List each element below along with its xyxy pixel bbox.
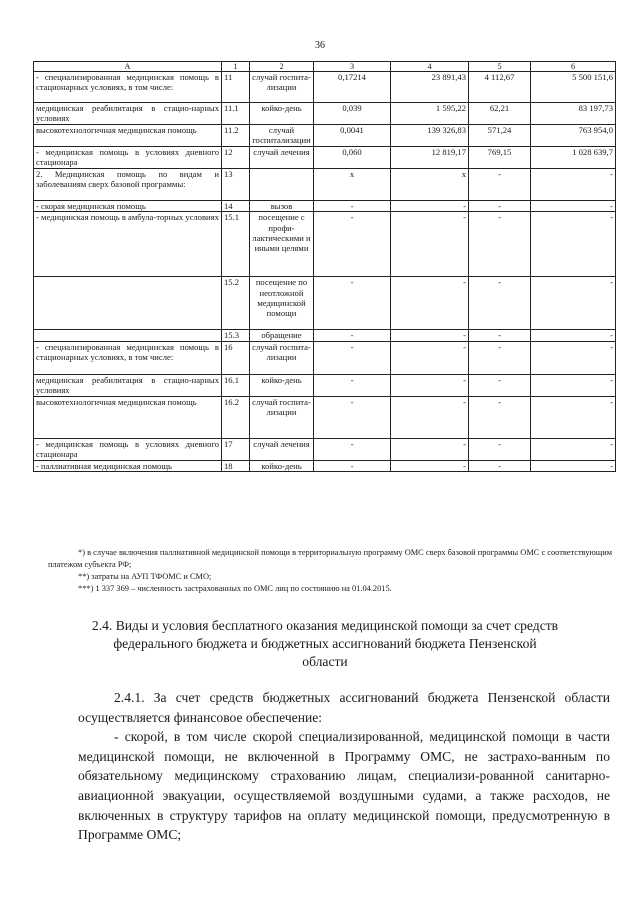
value-cell: - <box>391 212 469 277</box>
value-cell: - <box>314 201 391 212</box>
value-cell: х <box>314 169 391 201</box>
row-number: 18 <box>222 460 250 471</box>
table-row <box>34 396 616 438</box>
value-cell: - <box>531 374 616 396</box>
table-row <box>34 460 616 471</box>
header-cell: 6 <box>531 62 616 72</box>
table-row <box>34 147 616 169</box>
value-cell: - <box>531 277 616 330</box>
row-label: 2. Медицинская помощь по видам и заболеваниям сверх базовой программы: <box>34 169 222 201</box>
tariff-table <box>33 61 616 472</box>
header-cell: А <box>34 62 222 72</box>
row-number: 12 <box>222 147 250 169</box>
value-cell: - <box>314 212 391 277</box>
row-label: - медицинская помощь в амбула-торных условиях <box>34 212 222 277</box>
unit-of-measure: случай лечения <box>250 147 314 169</box>
value-cell: - <box>469 374 531 396</box>
table-row <box>34 341 616 374</box>
row-label: - скорая медицинская помощь <box>34 201 222 212</box>
value-cell: - <box>391 277 469 330</box>
value-cell: 769,15 <box>469 147 531 169</box>
row-number: 15.2 <box>222 277 250 330</box>
unit-of-measure: койко-день <box>250 374 314 396</box>
value-cell: 5 500 151,6 <box>531 72 616 103</box>
body-text <box>78 688 610 845</box>
value-cell: - <box>531 201 616 212</box>
table-row <box>34 438 616 460</box>
value-cell: - <box>531 341 616 374</box>
value-cell: - <box>469 396 531 438</box>
value-cell: - <box>531 396 616 438</box>
row-label: - медицинская помощь в условиях дневного стационара <box>34 438 222 460</box>
value-cell: 0,17214 <box>314 72 391 103</box>
unit-of-measure: посещение по неотложной медицинской помощи <box>250 277 314 330</box>
row-label <box>34 277 222 330</box>
value-cell: - <box>469 169 531 201</box>
row-number: 15.3 <box>222 330 250 341</box>
value-cell: - <box>531 438 616 460</box>
row-number: 15.1 <box>222 212 250 277</box>
footnote: *) в случае включения паллиативной медицинской помощи в территориальную программу ОМС сверх базовой программы ОМС с соответствующим платежом субъекта РФ; <box>48 548 613 569</box>
row-label: - специализированная медицинская помощь в стационарных условиях, в том числе: <box>34 72 222 103</box>
value-cell: - <box>391 201 469 212</box>
row-label: - паллиативная медицинская помощь <box>34 460 222 471</box>
value-cell: - <box>314 330 391 341</box>
value-cell: - <box>314 460 391 471</box>
header-cell: 1 <box>222 62 250 72</box>
row-number: 11.2 <box>222 125 250 147</box>
value-cell: 1 028 639,7 <box>531 147 616 169</box>
value-cell: 0,060 <box>314 147 391 169</box>
value-cell: 62,21 <box>469 103 531 125</box>
value-cell: 1 595,22 <box>391 103 469 125</box>
value-cell: 4 112,67 <box>469 72 531 103</box>
footnote: ***) 1 337 369 – численность застрахованных по ОМС лиц по состоянию на 01.04.2015. <box>78 584 392 593</box>
value-cell: - <box>391 438 469 460</box>
value-cell: 571,24 <box>469 125 531 147</box>
page-number: 36 <box>315 40 325 51</box>
value-cell: - <box>531 169 616 201</box>
footnotes <box>48 547 618 595</box>
value-cell: - <box>469 460 531 471</box>
table-row <box>34 72 616 103</box>
unit-of-measure: посещение с профи-лактическими и иными целями <box>250 212 314 277</box>
header-cell: 5 <box>469 62 531 72</box>
row-label: медицинская реабилитация в стацио-нарных условиях <box>34 103 222 125</box>
table-row <box>34 374 616 396</box>
value-cell: - <box>391 396 469 438</box>
row-number: 17 <box>222 438 250 460</box>
row-label: высокотехнологичная медицинская помощь <box>34 125 222 147</box>
row-number: 16.1 <box>222 374 250 396</box>
table-header-row <box>34 62 616 72</box>
unit-of-measure: случай госпитализации <box>250 125 314 147</box>
value-cell: - <box>469 341 531 374</box>
paragraph: 2.4.1. За счет средств бюджетных ассигнований бюджета Пензенской области осуществляется финансовое обеспечение: <box>78 690 610 725</box>
table-row <box>34 330 616 341</box>
row-number: 14 <box>222 201 250 212</box>
section-heading: 2.4. Виды и условия бесплатного оказания медицинской помощи за счет средств федерального бюджета и бюджетных ассигнований бюджета Пензенской области <box>91 618 559 669</box>
unit-of-measure: случай госпита-лизации <box>250 396 314 438</box>
unit-of-measure: случай госпита-лизации <box>250 341 314 374</box>
value-cell: 0,039 <box>314 103 391 125</box>
footnote: **) затраты на АУП ТФОМС и СМО; <box>78 572 212 581</box>
value-cell: 763 954,0 <box>531 125 616 147</box>
row-label: - специализированная медицинская помощь в стационарных условиях, в том числе: <box>34 341 222 374</box>
unit-of-measure: обращение <box>250 330 314 341</box>
row-label: медицинская реабилитация в стацио-нарных условиях <box>34 374 222 396</box>
value-cell: - <box>469 212 531 277</box>
value-cell: 12 819,17 <box>391 147 469 169</box>
value-cell: 23 891,43 <box>391 72 469 103</box>
row-number: 11.1 <box>222 103 250 125</box>
table-row <box>34 277 616 330</box>
value-cell: - <box>469 330 531 341</box>
table-row <box>34 212 616 277</box>
value-cell: х <box>391 169 469 201</box>
row-number: 16.2 <box>222 396 250 438</box>
unit-of-measure: случай госпита-лизации <box>250 72 314 103</box>
value-cell: - <box>314 374 391 396</box>
value-cell: - <box>314 341 391 374</box>
unit-of-measure: вызов <box>250 201 314 212</box>
row-number: 13 <box>222 169 250 201</box>
unit-of-measure: случай лечения <box>250 438 314 460</box>
header-cell: 3 <box>314 62 391 72</box>
value-cell: 83 197,73 <box>531 103 616 125</box>
header-cell: 4 <box>391 62 469 72</box>
value-cell: - <box>531 460 616 471</box>
row-label: - медицинская помощь в условиях дневного стационара <box>34 147 222 169</box>
value-cell: - <box>391 330 469 341</box>
paragraph: - скорой, в том числе скорой специализированной, медицинской помощи в части медицинской помощи, не включенной в Программу ОМС, не застрахо-ванным по обязательному медицинскому страхованию лицам, специализи-рованной санитарно-авиационной эвакуации, осуществляемой воздушными судами, а также расходов, не включенных в структуру тарифов на оплату медицинской помощи, предусмотренную в Программе ОМС; <box>78 729 610 843</box>
value-cell: - <box>391 341 469 374</box>
value-cell: 0,0041 <box>314 125 391 147</box>
header-cell: 2 <box>250 62 314 72</box>
value-cell: - <box>314 396 391 438</box>
value-cell: - <box>391 460 469 471</box>
row-label: высокотехнологичная медицинская помощь <box>34 396 222 438</box>
value-cell: - <box>314 277 391 330</box>
table-row <box>34 103 616 125</box>
row-number: 16 <box>222 341 250 374</box>
value-cell: - <box>469 201 531 212</box>
table-row <box>34 125 616 147</box>
row-label <box>34 330 222 341</box>
row-number: 11 <box>222 72 250 103</box>
value-cell: - <box>391 374 469 396</box>
value-cell: - <box>314 438 391 460</box>
table-row <box>34 169 616 201</box>
unit-of-measure: койко-день <box>250 460 314 471</box>
value-cell: 139 326,83 <box>391 125 469 147</box>
value-cell: - <box>469 438 531 460</box>
value-cell: - <box>531 330 616 341</box>
value-cell: - <box>469 277 531 330</box>
table-row <box>34 201 616 212</box>
value-cell: - <box>531 212 616 277</box>
unit-of-measure: койко-день <box>250 103 314 125</box>
unit-of-measure <box>250 169 314 201</box>
